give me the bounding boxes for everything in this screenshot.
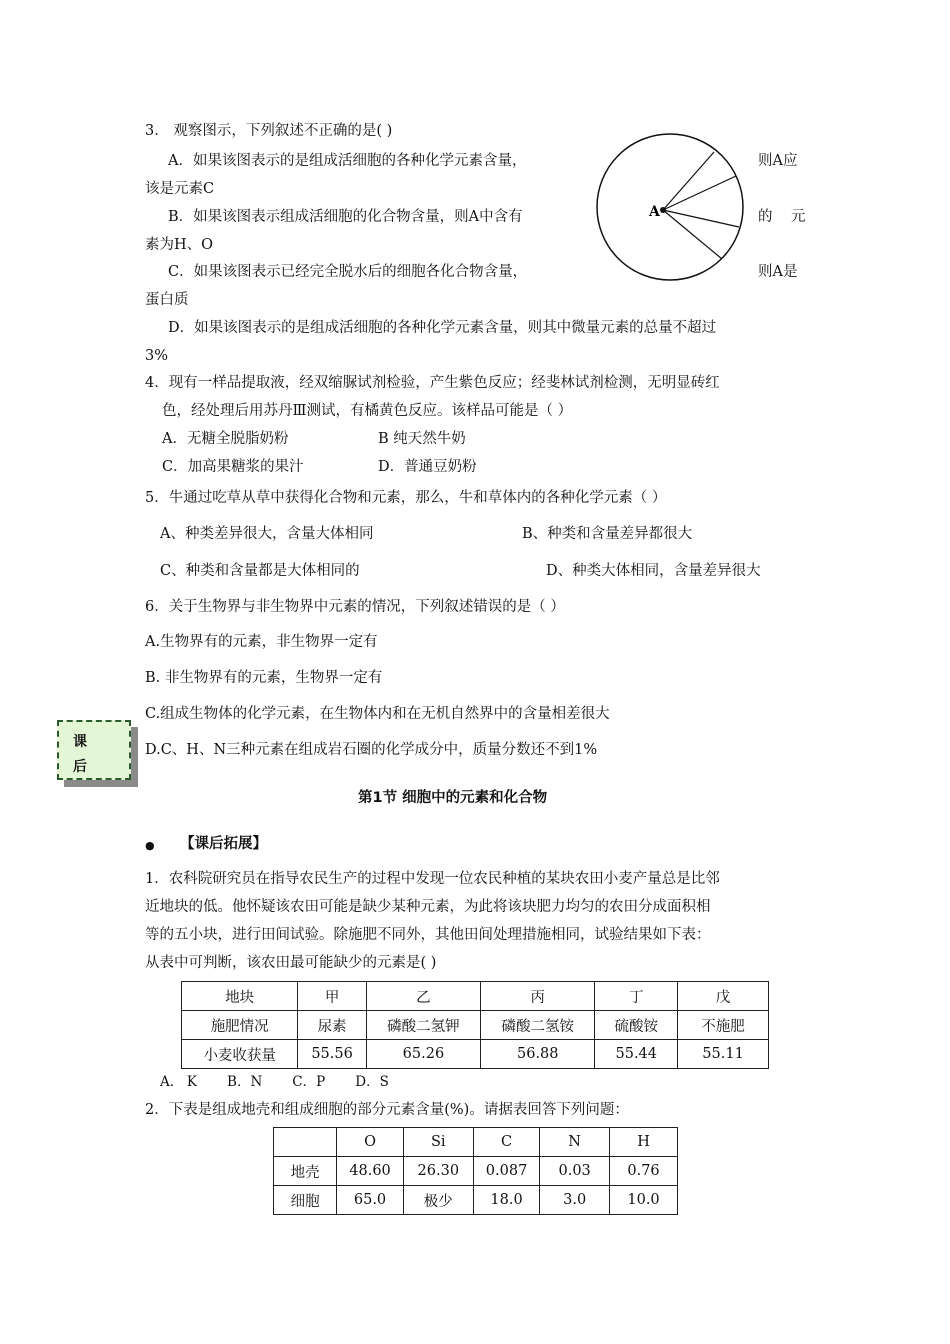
ex1-line3: 等的五小块，进行田间试验。除施肥不同外，其他田间处理措施相同，试验结果如下表： xyxy=(145,927,711,943)
table-cell: 65.0 xyxy=(337,1186,403,1215)
table-header-cell: C xyxy=(473,1128,539,1157)
table-cell: 55.11 xyxy=(678,1040,769,1069)
ex2-stem: 2．下表是组成地壳和组成细胞的部分元素含量(%)。请据表回答下列问题： xyxy=(145,1102,629,1118)
fertilizer-table xyxy=(181,981,769,1069)
table-cell: 55.44 xyxy=(595,1040,678,1069)
extension-heading: 【课后拓展】 xyxy=(180,836,267,852)
table-cell: 56.88 xyxy=(481,1040,595,1069)
q5-option-d: D、种类大体相同，含量差异很大 xyxy=(546,563,761,579)
q3-option-b: B．如果该图表示组成活细胞的化合物含量，则A中含有 xyxy=(168,209,523,225)
table-cell: 10.0 xyxy=(610,1186,678,1215)
after-class-sticker xyxy=(57,720,131,780)
section-title: 第1节 细胞中的元素和化合物 xyxy=(358,790,548,806)
q4-option-d: D．普通豆奶粉 xyxy=(378,459,477,475)
pie-sector-line xyxy=(663,152,714,210)
table-header-cell: Si xyxy=(403,1128,473,1157)
table-cell: 0.087 xyxy=(473,1157,539,1186)
q3-option-b-right1: 的 xyxy=(758,209,773,225)
q3-option-c: C．如果该图表示已经完全脱水后的细胞各化合物含量， xyxy=(168,264,528,280)
q3-option-a-right: 则A应 xyxy=(758,153,798,169)
q3-option-a: A．如果该图表示的是组成活细胞的各种化学元素含量， xyxy=(168,153,527,169)
q5-option-a: A、种类差异很大，含量大体相同 xyxy=(160,526,374,542)
ex1-options: A. K B．N C．P D．S xyxy=(160,1074,389,1090)
q6-option-a: A.生物界有的元素，非生物界一定有 xyxy=(145,634,378,650)
q4-line2: 色，经处理后用苏丹Ⅲ测试，有橘黄色反应。该样品可能是（ ） xyxy=(162,403,573,419)
table-cell: 48.60 xyxy=(337,1157,403,1186)
q3-option-d: D．如果该图表示的是组成活细胞的各种化学元素含量，则其中微量元素的总量不超过 xyxy=(168,320,717,336)
q3-stem: 3． 观察图示，下列叙述不正确的是( ) xyxy=(145,123,393,139)
table-cell: 55.56 xyxy=(298,1040,366,1069)
bullet-icon: ● xyxy=(145,839,155,852)
pie-sector-line xyxy=(663,176,736,210)
q3-option-b-cont: 素为H、O xyxy=(145,237,214,253)
table-cell: 磷酸二氢铵 xyxy=(481,1011,595,1040)
q4-option-b: B 纯天然牛奶 xyxy=(378,431,466,447)
table-row xyxy=(182,1040,769,1069)
table-row xyxy=(274,1128,678,1157)
table-cell: 18.0 xyxy=(473,1186,539,1215)
q6-option-c: C.组成生物体的化学元素，在生物体内和在无机自然界中的含量相差很大 xyxy=(145,706,610,722)
q3-option-c-cont: 蛋白质 xyxy=(145,292,189,308)
q6-option-b: B. 非生物界有的元素，生物界一定有 xyxy=(145,670,383,686)
q4-option-a: A．无糖全脱脂奶粉 xyxy=(162,431,289,447)
pie-sector-line xyxy=(663,210,722,259)
table-cell: 尿素 xyxy=(298,1011,366,1040)
q5-option-c: C、种类和含量都是大体相同的 xyxy=(160,563,360,579)
q5-option-b: B、种类和含量差异都很大 xyxy=(522,526,693,542)
table-header-cell: 甲 xyxy=(298,982,366,1011)
sticker-line1: 课 xyxy=(73,734,87,750)
table-header-cell: 乙 xyxy=(366,982,480,1011)
q3-option-c-right: 则A是 xyxy=(758,264,798,280)
pie-label-a: A xyxy=(649,204,660,220)
ex1-line2: 近地块的低。他怀疑该农田可能是缺少某种元素，为此将该块肥力均匀的农田分成面积相 xyxy=(145,899,711,915)
table-row xyxy=(274,1186,678,1215)
table-row xyxy=(182,982,769,1011)
table-cell: 磷酸二氢钾 xyxy=(366,1011,480,1040)
q6-option-d: D.C、H、N三种元素在组成岩石圈的化学成分中，质量分数还不到1% xyxy=(145,742,598,758)
table-cell: 施肥情况 xyxy=(182,1011,298,1040)
q3-option-a-cont: 该是元素C xyxy=(145,181,215,197)
table-cell: 65.26 xyxy=(366,1040,480,1069)
table-cell: 0.76 xyxy=(610,1157,678,1186)
q5-stem: 5．牛通过吃草从草中获得化合物和元素，那么，牛和草体内的各种化学元素（ ） xyxy=(145,490,667,506)
table-header-cell: 丙 xyxy=(481,982,595,1011)
table-cell: 小麦收获量 xyxy=(182,1040,298,1069)
table-cell: 3.0 xyxy=(540,1186,610,1215)
table-cell: 极少 xyxy=(403,1186,473,1215)
table-cell: 细胞 xyxy=(274,1186,337,1215)
ex1-line1: 1．农科院研究员在指导农民生产的过程中发现一位农民种植的某块农田小麦产量总是比邻 xyxy=(145,871,720,887)
table-cell: 不施肥 xyxy=(678,1011,769,1040)
pie-diagram xyxy=(595,132,745,282)
table-cell: 地壳 xyxy=(274,1157,337,1186)
table-header-cell: O xyxy=(337,1128,403,1157)
pie-center-dot xyxy=(660,207,666,213)
table-row xyxy=(182,1011,769,1040)
table-header-cell: 戊 xyxy=(678,982,769,1011)
q3-option-b-right2: 元 xyxy=(791,209,806,225)
table-cell: 26.30 xyxy=(403,1157,473,1186)
q4-option-c: C．加高果糖浆的果汁 xyxy=(162,459,304,475)
table-row xyxy=(274,1157,678,1186)
element-content-table xyxy=(273,1127,678,1215)
pie-sector-line xyxy=(663,210,739,227)
sticker-line2: 后 xyxy=(73,759,87,775)
table-header-cell: N xyxy=(540,1128,610,1157)
table-header-cell: 丁 xyxy=(595,982,678,1011)
q6-stem: 6．关于生物界与非生物界中元素的情况，下列叙述错误的是（ ） xyxy=(145,599,565,615)
q4-line1: 4．现有一样品提取液，经双缩脲试剂检验，产生紫色反应；经斐林试剂检测，无明显砖红 xyxy=(145,375,720,391)
table-header-cell xyxy=(274,1128,337,1157)
table-cell: 硫酸铵 xyxy=(595,1011,678,1040)
table-header-cell: 地块 xyxy=(182,982,298,1011)
q3-option-d-cont: 3% xyxy=(145,348,169,364)
table-header-cell: H xyxy=(610,1128,678,1157)
ex1-line4: 从表中可判断，该农田最可能缺少的元素是( ) xyxy=(145,955,437,971)
table-cell: 0.03 xyxy=(540,1157,610,1186)
